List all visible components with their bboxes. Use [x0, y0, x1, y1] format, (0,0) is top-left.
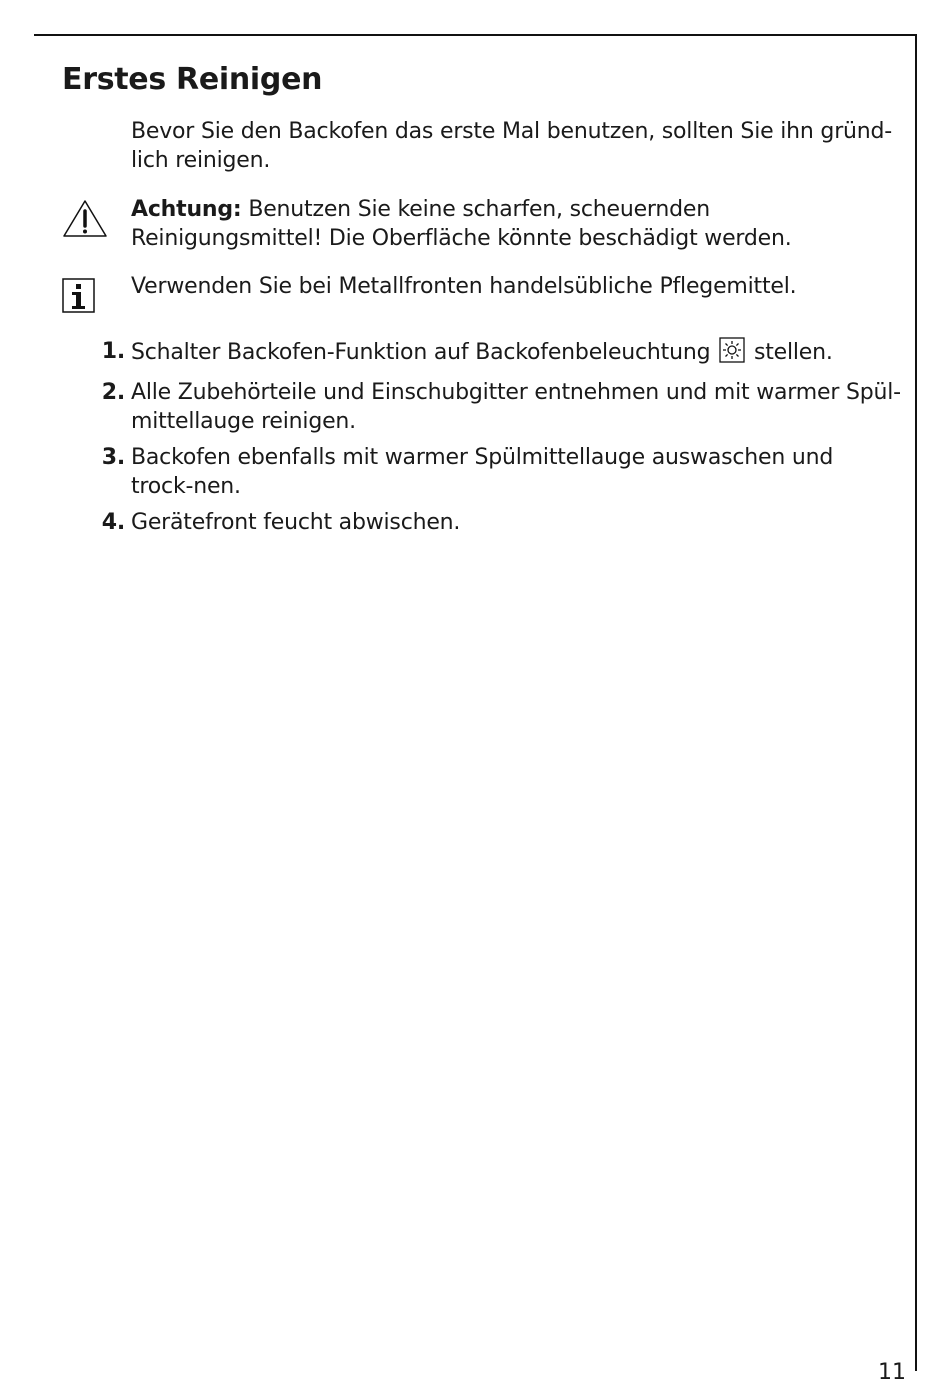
warning-triangle-icon: [62, 198, 108, 242]
warning-paragraph: [131, 195, 901, 253]
warning-label: Achtung:: [131, 197, 242, 222]
step-item: [90, 443, 901, 501]
right-rule: [915, 34, 917, 1371]
step-number: 3.: [101, 445, 125, 470]
oven-light-icon: [719, 337, 745, 371]
info-icon: [62, 278, 95, 317]
step-item: [90, 508, 901, 537]
warning-text: Benutzen Sie keine scharfen, scheuernden Reinigungsmittel! Die Oberfläche könnte beschädigt werden.: [131, 197, 792, 251]
step-text: Backofen ebenfalls mit warmer Spülmittellauge auswaschen und trock-nen.: [131, 445, 834, 499]
step-text-end: stellen.: [753, 340, 833, 365]
page-number: 11: [878, 1360, 906, 1385]
step-item: [90, 378, 901, 436]
step-number: 2.: [101, 380, 125, 405]
intro-paragraph: Bevor Sie den Backofen das erste Mal benutzen, sollten Sie ihn gründ-lich reinigen.: [131, 119, 893, 173]
cleaning-steps-list: [90, 337, 901, 544]
info-paragraph: Verwenden Sie bei Metallfronten handelsübliche Pflegemittel.: [131, 274, 797, 299]
step-item: [90, 337, 901, 371]
top-rule: [34, 34, 917, 36]
section-title: Erstes Reinigen: [62, 62, 323, 97]
step-text: Alle Zubehörteile und Einschubgitter entnehmen und mit warmer Spül-mittellauge reinigen.: [131, 380, 901, 434]
step-number: 1.: [101, 339, 125, 364]
step-text: Schalter Backofen-Funktion auf Backofenbeleuchtung: [131, 340, 711, 365]
step-text: Gerätefront feucht abwischen.: [131, 510, 461, 535]
step-number: 4.: [101, 510, 125, 535]
